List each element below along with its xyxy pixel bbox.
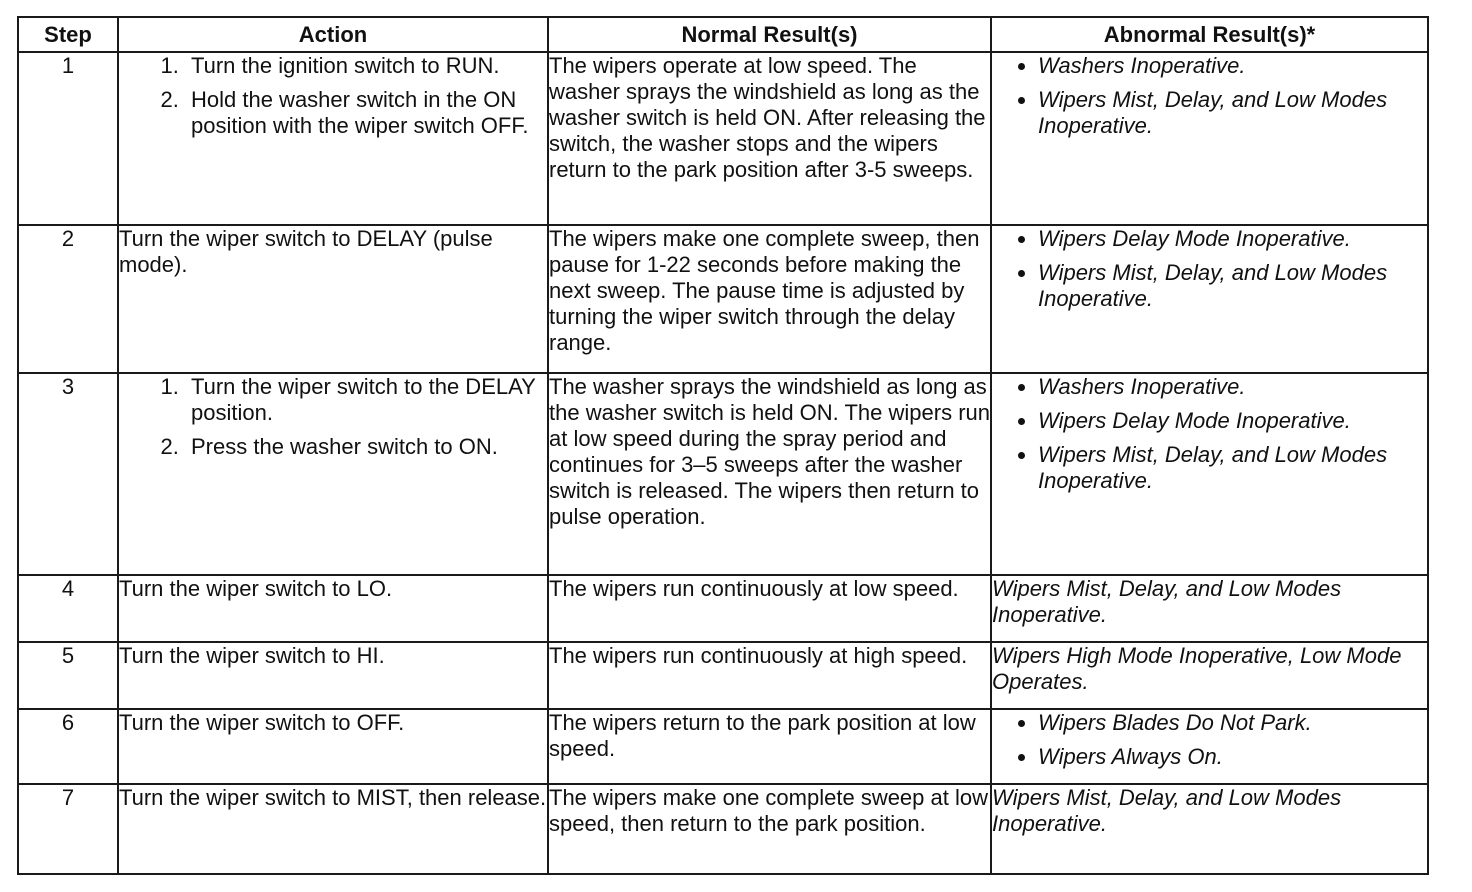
abnormal-list <box>992 374 1427 494</box>
normal-result-cell: The wipers make one complete sweep, then pause for 1-22 seconds before making the next sweep. The pause time is adjusted by turning the wiper switch through the delay range. <box>548 225 991 373</box>
abnormal-result-cell <box>991 225 1428 373</box>
header-action: Action <box>118 17 548 52</box>
table-row <box>18 373 1428 575</box>
table-row <box>18 709 1428 784</box>
header-normal-results: Normal Result(s) <box>548 17 991 52</box>
list-item: • Wipers Mist, Delay, and Low Modes Inoperative. <box>1038 442 1427 494</box>
list-item: • Wipers Delay Mode Inoperative. <box>1038 408 1427 434</box>
abnormal-result-cell <box>991 373 1428 575</box>
abnormal-list <box>992 710 1427 770</box>
step-number: 7 <box>18 784 118 874</box>
action-list <box>119 53 547 139</box>
abnormal-result-cell <box>991 52 1428 225</box>
table-row <box>18 52 1428 225</box>
list-item: 2. Press the washer switch to ON. <box>185 434 547 460</box>
action-cell: Turn the wiper switch to MIST, then release. <box>118 784 548 874</box>
action-cell: Turn the wiper switch to LO. <box>118 575 548 642</box>
list-item: • Wipers Mist, Delay, and Low Modes Inoperative. <box>1038 87 1427 139</box>
abnormal-list <box>992 53 1427 139</box>
normal-result-cell: The washer sprays the windshield as long as the washer switch is held ON. The wipers run at low speed during the spray period and continues for 3–5 sweeps after the washer switch is released. The wipers then return to pulse operation. <box>548 373 991 575</box>
abnormal-result-cell: Wipers Mist, Delay, and Low Modes Inoperative. <box>991 784 1428 874</box>
abnormal-list <box>992 226 1427 312</box>
list-item: • Wipers Blades Do Not Park. <box>1038 710 1427 736</box>
list-item: • Wipers Delay Mode Inoperative. <box>1038 226 1427 252</box>
normal-result-cell: The wipers run continuously at high speed. <box>548 642 991 709</box>
header-step: Step <box>18 17 118 52</box>
abnormal-result-cell: Wipers High Mode Inoperative, Low Mode Operates. <box>991 642 1428 709</box>
diagnostic-table <box>17 16 1429 875</box>
step-number: 4 <box>18 575 118 642</box>
list-item: • Washers Inoperative. <box>1038 53 1427 79</box>
action-cell <box>118 52 548 225</box>
table-row <box>18 642 1428 709</box>
header-row <box>18 17 1428 52</box>
table-row <box>18 784 1428 874</box>
normal-result-cell: The wipers return to the park position at low speed. <box>548 709 991 784</box>
abnormal-result-cell: Wipers Mist, Delay, and Low Modes Inoperative. <box>991 575 1428 642</box>
step-number: 6 <box>18 709 118 784</box>
action-cell: Turn the wiper switch to OFF. <box>118 709 548 784</box>
action-cell <box>118 373 548 575</box>
list-item: • Washers Inoperative. <box>1038 374 1427 400</box>
action-cell: Turn the wiper switch to HI. <box>118 642 548 709</box>
normal-result-cell: The wipers operate at low speed. The washer sprays the windshield as long as the washer switch is held ON. After releasing the switch, the washer stops and the wipers return to the park position after 3-5 sweeps. <box>548 52 991 225</box>
list-item: 1. Turn the wiper switch to the DELAY position. <box>185 374 547 426</box>
action-cell: Turn the wiper switch to DELAY (pulse mode). <box>118 225 548 373</box>
list-item: • Wipers Mist, Delay, and Low Modes Inoperative. <box>1038 260 1427 312</box>
normal-result-cell: The wipers run continuously at low speed. <box>548 575 991 642</box>
step-number: 1 <box>18 52 118 225</box>
list-item: • Wipers Always On. <box>1038 744 1427 770</box>
step-number: 3 <box>18 373 118 575</box>
table-row <box>18 575 1428 642</box>
step-number: 2 <box>18 225 118 373</box>
action-list <box>119 374 547 460</box>
abnormal-result-cell <box>991 709 1428 784</box>
list-item: 1. Turn the ignition switch to RUN. <box>185 53 547 79</box>
step-number: 5 <box>18 642 118 709</box>
header-abnormal-results: Abnormal Result(s)* <box>991 17 1428 52</box>
normal-result-cell: The wipers make one complete sweep at low speed, then return to the park position. <box>548 784 991 874</box>
list-item: 2. Hold the washer switch in the ON position with the wiper switch OFF. <box>185 87 547 139</box>
table-row <box>18 225 1428 373</box>
